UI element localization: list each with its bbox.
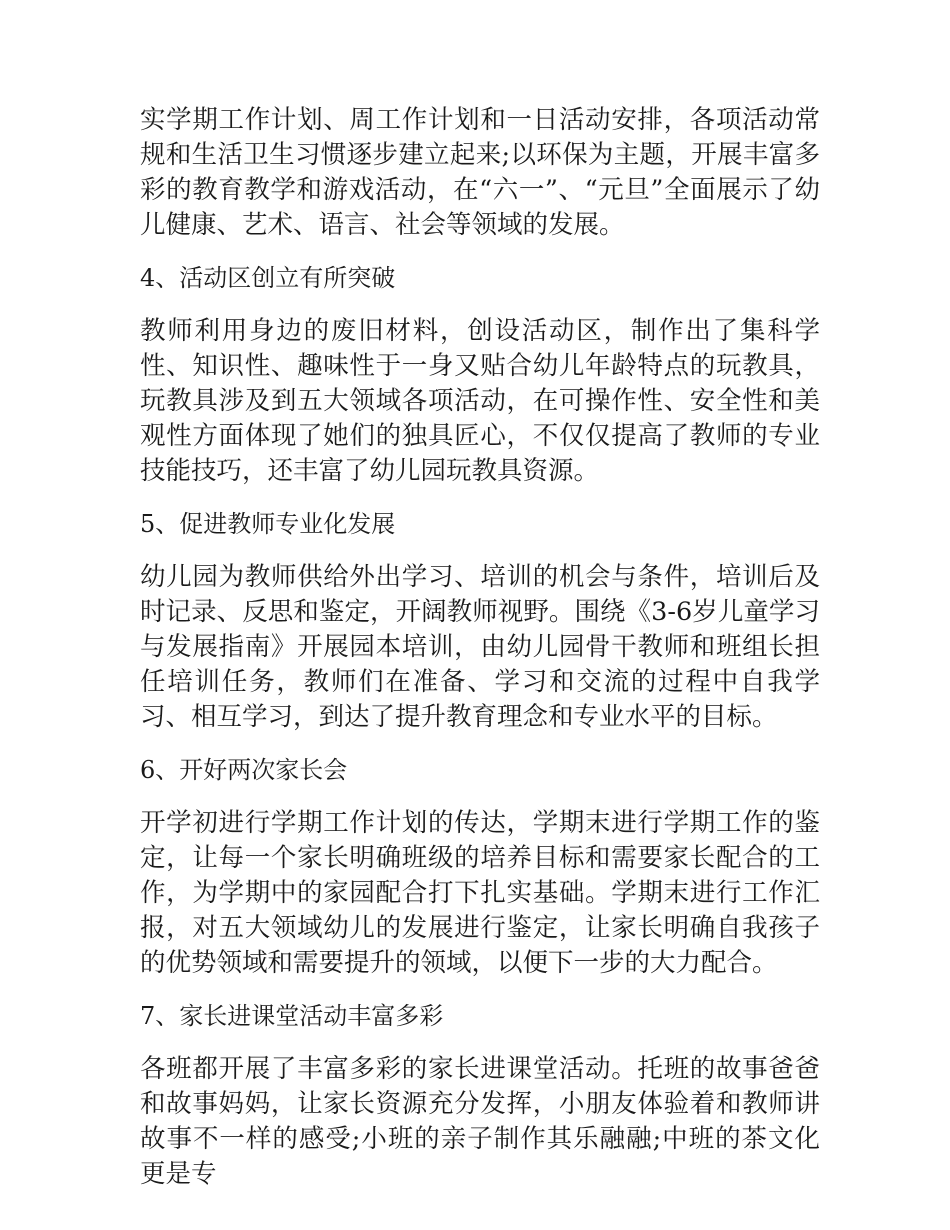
section-heading-7: 7、家长进课堂活动丰富多彩 [140, 1002, 444, 1030]
paragraph-intro: 实学期工作计划、周工作计划和一日活动安排，各项活动常规和生活卫生习惯逐步建立起来;以环保为主题，开展丰富多彩的教育教学和游戏活动，在“六一”、“元旦”全面展示了幼儿健康、艺术、语言、社会等领域的发展。 [140, 105, 820, 240]
document-page [140, 103, 820, 1210]
paragraph-activity-area: 教师利用身边的废旧材料，创设活动区，制作出了集科学性、知识性、趣味性于一身又贴合幼儿年龄特点的玩教具，玩教具涉及到五大领域各项活动，在可操作性、安全性和美观性方面体现了她们的独具匠心，不仅仅提高了教师的专业技能技巧，还丰富了幼儿园玩教具资源。 [140, 316, 820, 486]
paragraph-parents-in-classroom: 各班都开展了丰富多彩的家长进课堂活动。托班的故事爸爸和故事妈妈，让家长资源充分发挥，小朋友体验着和教师讲故事不一样的感受;小班的亲子制作其乐融融;中班的茶文化更是专 [140, 1054, 820, 1189]
section-heading-6: 6、开好两次家长会 [140, 756, 348, 784]
paragraph-teacher-development: 幼儿园为教师供给外出学习、培训的机会与条件，培训后及时记录、反思和鉴定，开阔教师视野。围绕《3-6岁儿童学习与发展指南》开展园本培训，由幼儿园骨干教师和班组长担任培训任务，教师们在准备、学习和交流的过程中自我学习、相互学习，到达了提升教育理念和专业水平的目标。 [140, 562, 820, 732]
paragraph-parent-meetings: 开学初进行学期工作计划的传达，学期末进行学期工作的鉴定，让每一个家长明确班级的培养目标和需要家长配合的工作，为学期中的家园配合打下扎实基础。学期末进行工作汇报，对五大领域幼儿的发展进行鉴定，让家长明确自我孩子的优势领域和需要提升的领域，以便下一步的大力配合。 [140, 808, 820, 978]
section-heading-5: 5、促进教师专业化发展 [140, 510, 396, 538]
section-heading-4: 4、活动区创立有所突破 [140, 264, 396, 292]
